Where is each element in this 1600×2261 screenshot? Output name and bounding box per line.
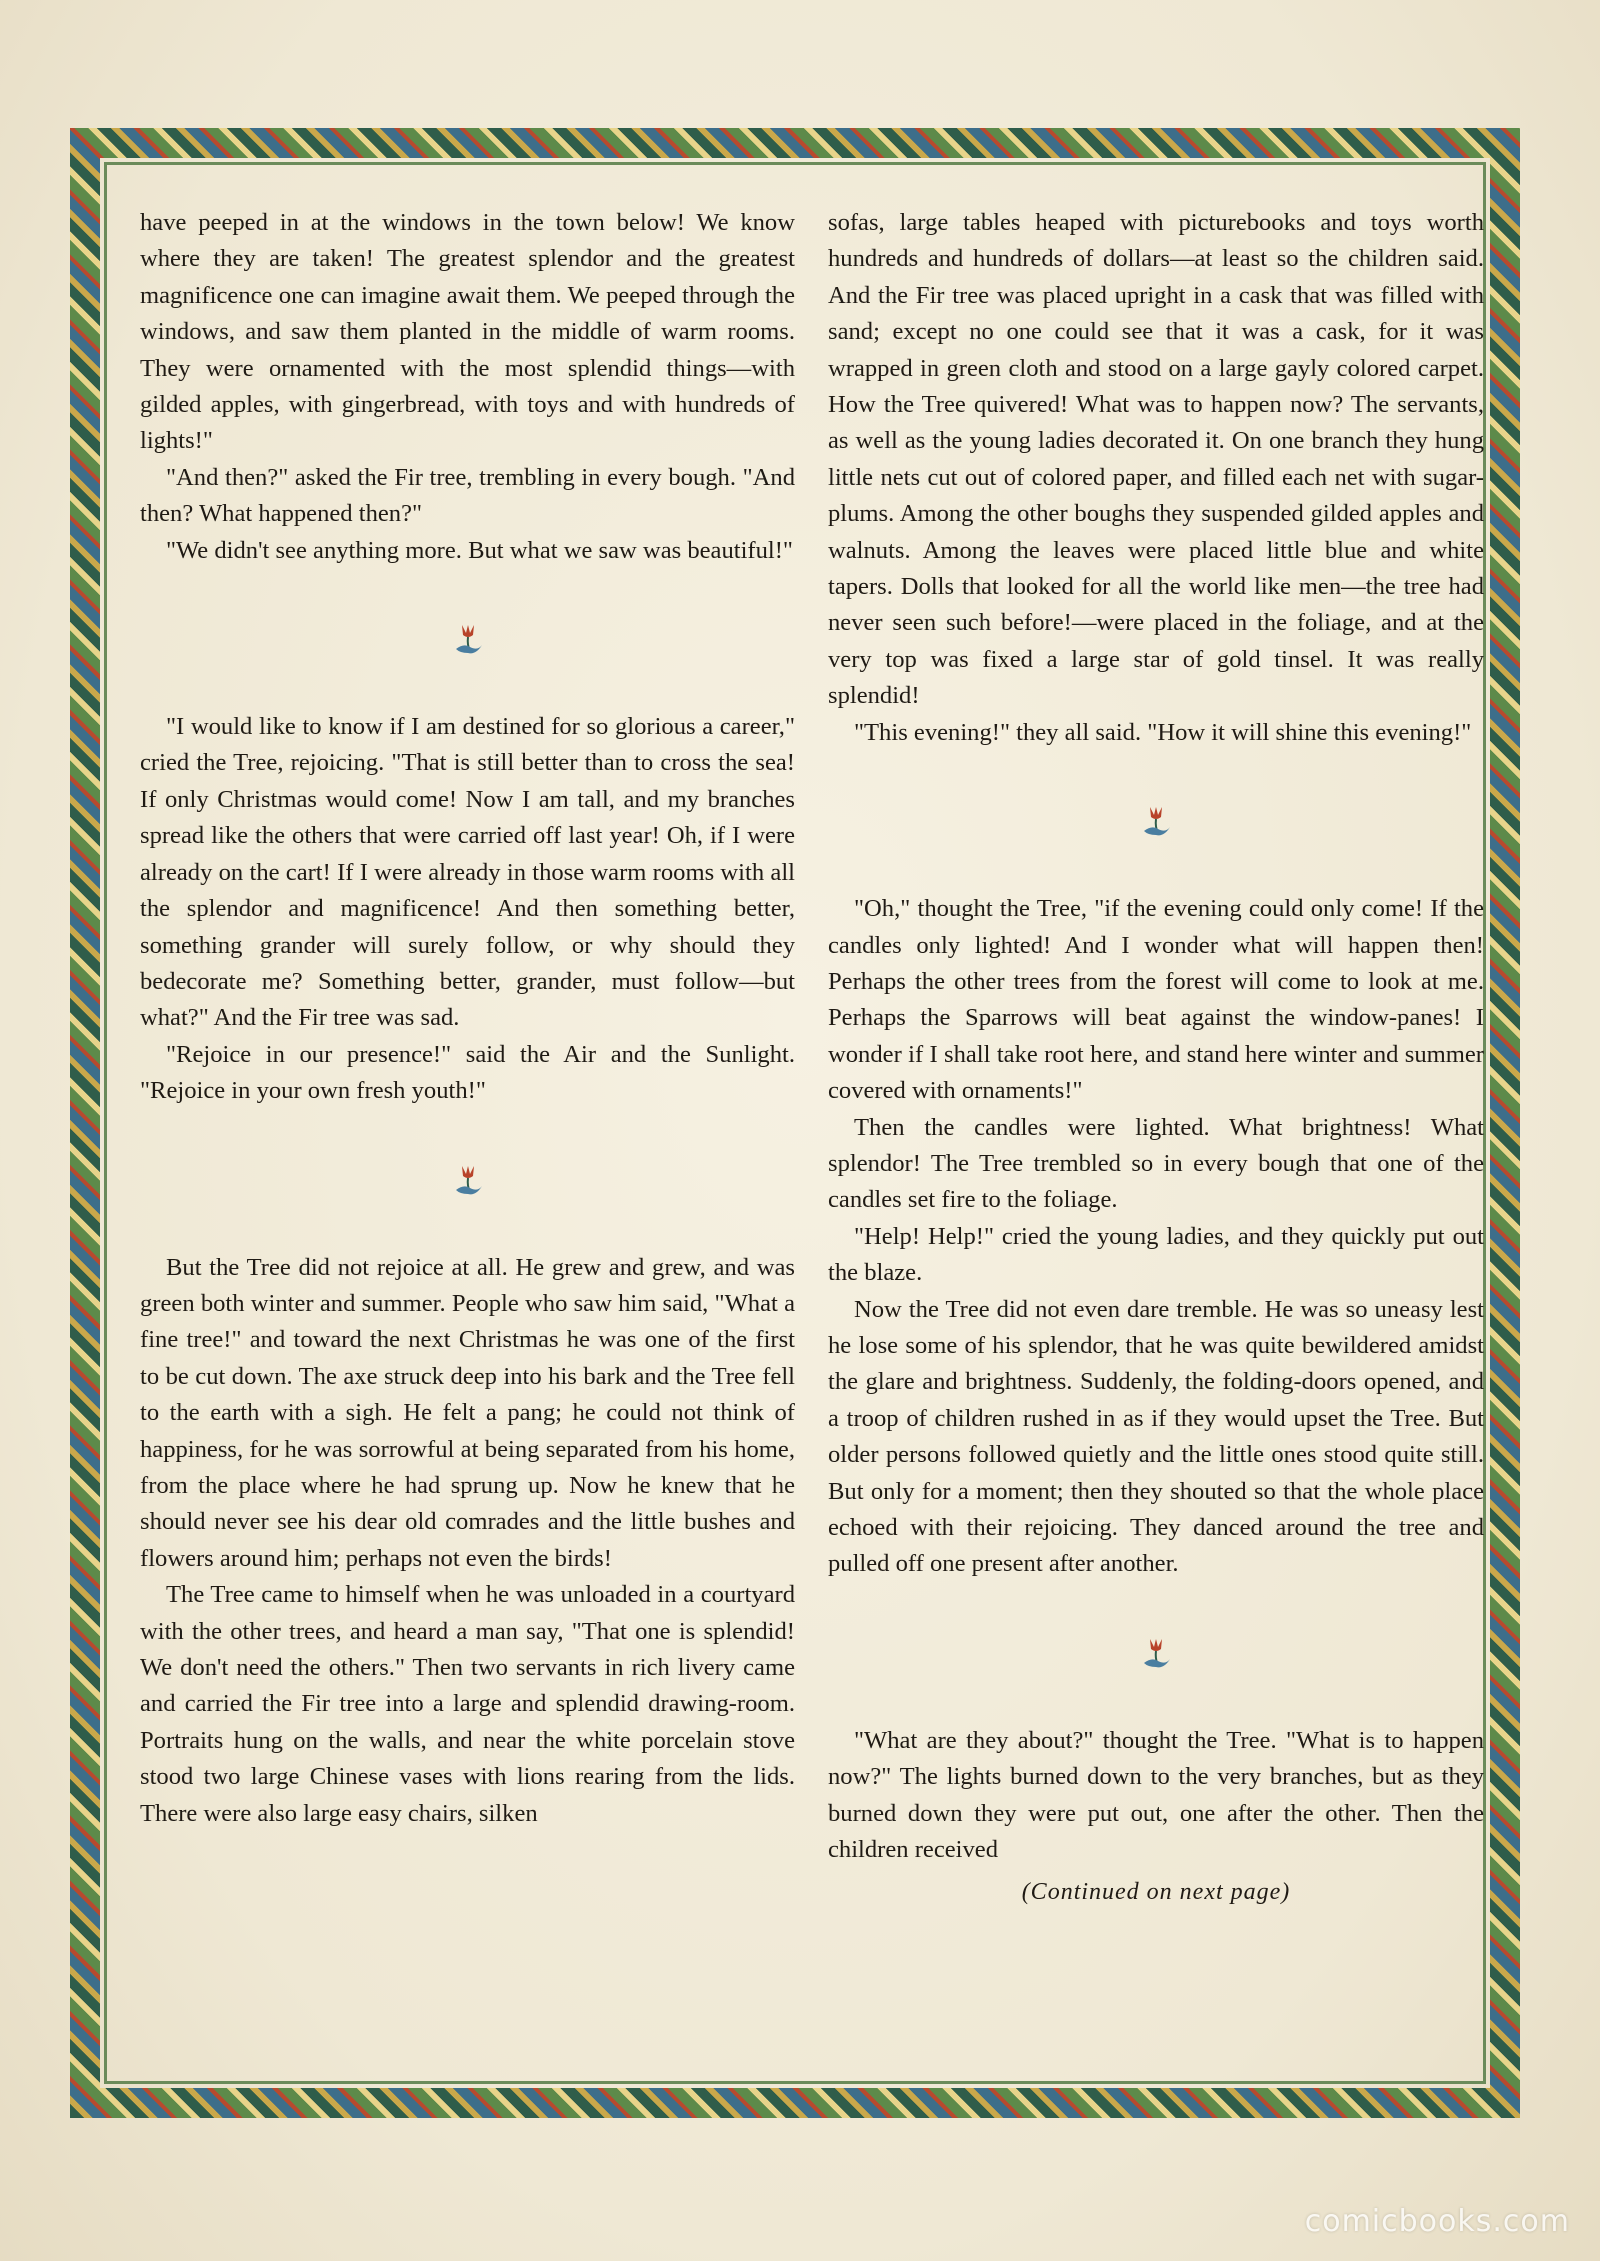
tulip-ornament-icon	[448, 619, 488, 659]
section-divider	[140, 569, 795, 709]
tulip-ornament-icon	[1136, 1633, 1176, 1673]
paragraph: "We didn't see anything more. But what we saw was beautiful!"	[166, 536, 793, 564]
paragraph: The Tree came to himself when he was unloaded in a courtyard with the other trees, and heard a man say, "That one is splendid! We don't need the others." Then two servants in rich livery came and carried the Fir tree into a large and splendid drawing-room. Portraits hung on the walls, and near the white porcelain stove stood two large Chinese vases with lions rearing from the lids. There were also large easy chairs, silken	[140, 1581, 795, 1827]
watermark: comicbooks.com	[1304, 2204, 1570, 2239]
paragraph: have peeped in at the windows in the town below! We know where they are taken! The greatest splendor and the greatest magnificence one can imagine await them. We peeped through the windows, and saw them planted in the middle of warm rooms. They were ornamented with the most splendid things—with gilded apples, with gingerbread, with toys and with hundreds of lights!"	[140, 209, 795, 455]
paragraph: "Help! Help!" cried the young ladies, and they quickly put out the blaze.	[828, 1222, 1484, 1287]
paragraph: "And then?" asked the Fir tree, trembling in every bough. "And then? What happened then?"	[140, 463, 795, 528]
paragraph: "Oh," thought the Tree, "if the evening could only come! If the candles only lighted! And I wonder what will happen then! Perhaps the other trees from the forest will come to look at me. Perhaps the Sparrows will beat against the window-panes! I wonder if I shall take root here, and stand here winter and summer covered with ornaments!"	[828, 895, 1484, 1105]
paragraph: "What are they about?" thought the Tree. "What is to happen now?" The lights burned down to the very branches, but as they burned down they were put out, one after the other. Then the children received	[828, 1726, 1484, 1864]
section-divider	[140, 1110, 795, 1250]
paragraph: "I would like to know if I am destined for so glorious a career," cried the Tree, rejoicing. "That is still better than to cross the sea! If only Christmas would come! Now I am tall, and my branches spread like the others that were carried off last year! Oh, if I were already on the cart! If I were already in those warm rooms with all the splendor and magnificence! And then something better, something grander will surely follow, or why should they bedecorate me? Something better, grander, must follow—but what?" And the Fir tree was sad.	[140, 713, 795, 1032]
tulip-ornament-icon	[448, 1160, 488, 1200]
section-divider	[828, 1583, 1484, 1723]
tulip-ornament-icon	[1136, 801, 1176, 841]
continued-note: (Continued on next page)	[1021, 1879, 1291, 1906]
paragraph: Now the Tree did not even dare tremble. He was so uneasy lest he lose some of his splendor, that he was quite bewildered amidst the glare and brightness. Suddenly, the folding-doors opened, and a troop of children rushed in as if they would upset the Tree. But older persons followed quietly and the little ones stood quite still. But only for a moment; then they shouted so that the whole place echoed with their rejoicing. They danced around the tree and pulled off one present after another.	[828, 1295, 1484, 1578]
section-divider	[828, 751, 1484, 891]
paragraph: Then the candles were lighted. What brightness! What splendor! The Tree trembled so in every bough that one of the candles set fire to the foliage.	[828, 1113, 1484, 1214]
paragraph: "Rejoice in our presence!" said the Air and the Sunlight. "Rejoice in your own fresh youth!"	[140, 1040, 795, 1105]
right-text-column	[828, 205, 1484, 1911]
paragraph: But the Tree did not rejoice at all. He grew and grew, and was green both winter and summer. People who saw him said, "What a fine tree!" and toward the next Christmas he was one of the first to be cut down. The axe struck deep into his bark and the Tree fell to the earth with a sigh. He felt a pang; he could not think of happiness, for he was sorrowful at being separated from his home, from the place where he had sprung up. Now he knew that he should never see his dear old comrades and the little bushes and flowers around him; perhaps not even the birds!	[140, 1253, 795, 1572]
paragraph: sofas, large tables heaped with picturebooks and toys worth hundreds and hundreds of dollars—at least so the children said. And the Fir tree was placed upright in a cask that was filled with sand; except no one could see that it was a cask, for it was wrapped in green cloth and stood on a large gayly colored carpet. How the Tree quivered! What was to happen now? The servants, as well as the young ladies decorated it. On one branch they hung little nets cut out of colored paper, and filled each net with sugar-plums. Among the other boughs they suspended gilded apples and walnuts. Among the leaves were placed little blue and white tapers. Dolls that looked for all the world like men—the tree had never seen such before!—were placed in the foliage, and at the very top was fixed a large star of gold tinsel. It was really splendid!	[828, 209, 1484, 710]
paragraph: "This evening!" they all said. "How it will shine this evening!"	[854, 718, 1472, 746]
left-text-column	[140, 205, 795, 1832]
